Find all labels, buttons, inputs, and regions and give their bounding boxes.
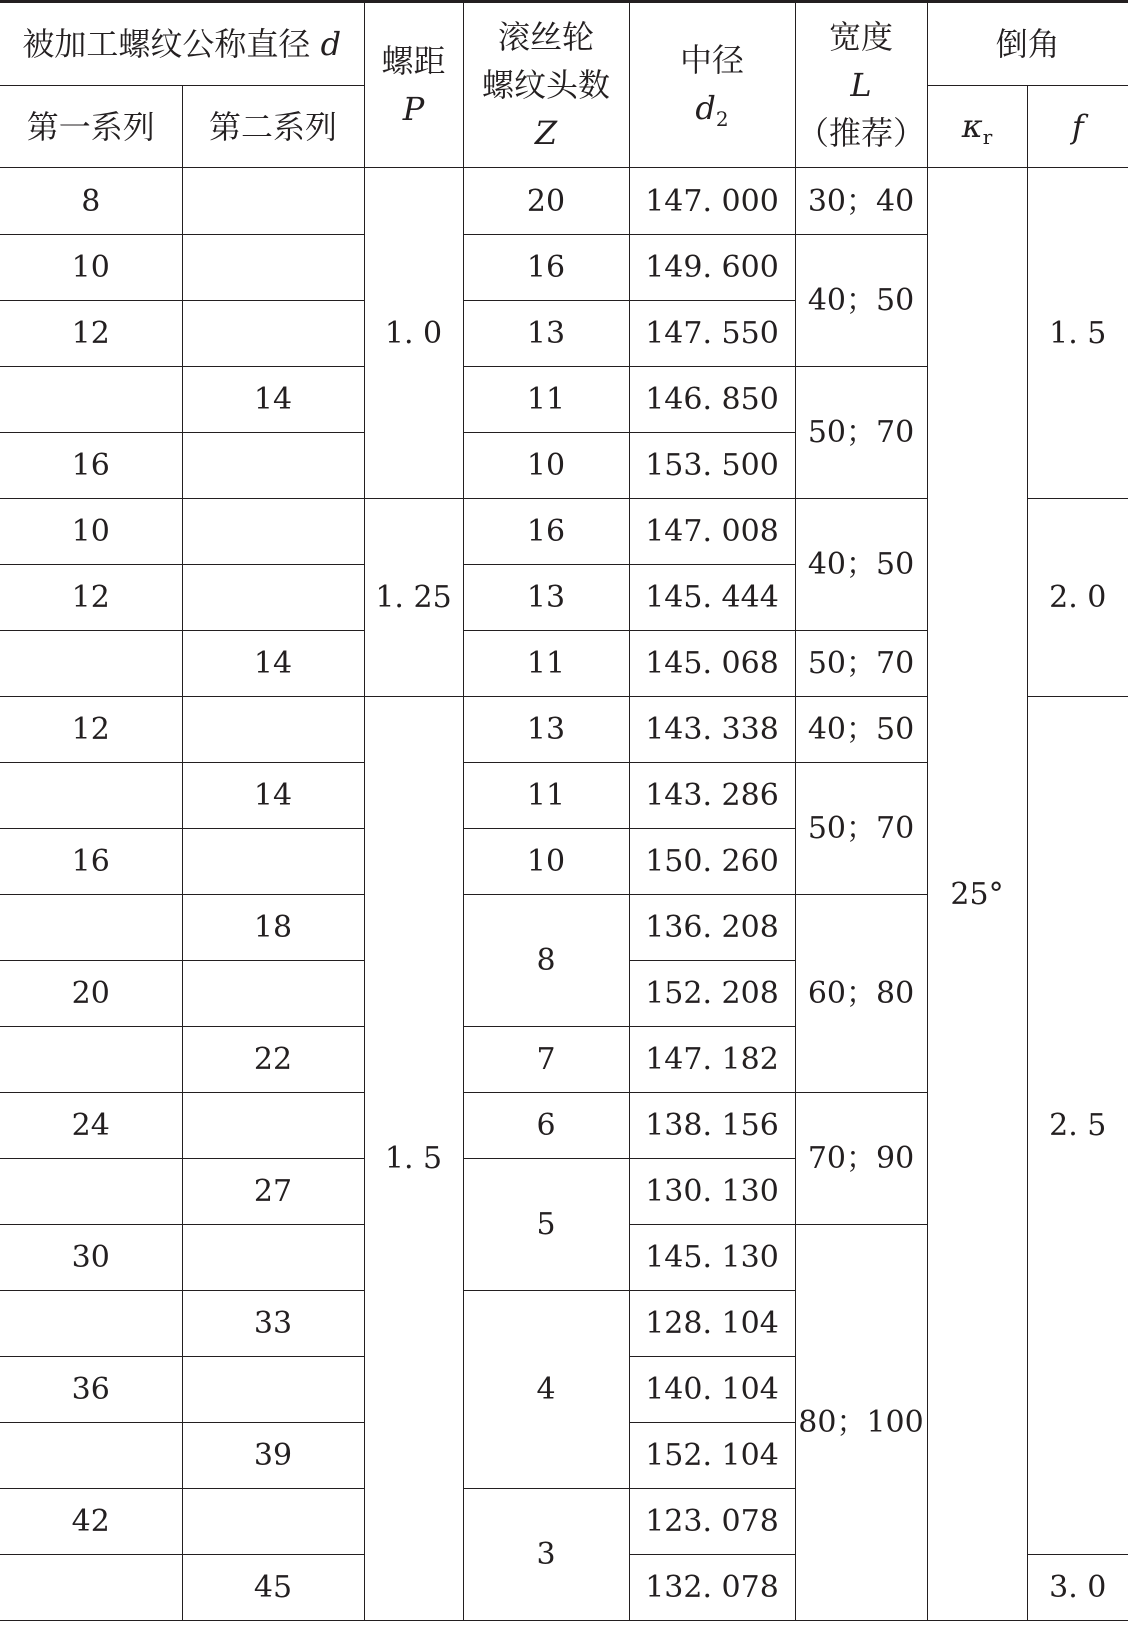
width-cell: 80；100 [795,1225,927,1621]
series2-cell [182,961,364,1027]
series2-cell [182,697,364,763]
series1-cell [0,895,182,961]
header-series2: 第二系列 [182,86,364,168]
starts-cell: 7 [463,1027,629,1093]
header-f: f [1027,86,1128,168]
starts-cell: 5 [463,1159,629,1291]
series2-cell [182,168,364,235]
f-cell: 1. 5 [1027,168,1128,499]
starts-cell: 11 [463,367,629,433]
series1-cell [0,1555,182,1621]
series1-cell: 30 [0,1225,182,1291]
starts-cell: 4 [463,1291,629,1489]
header-nominal-diameter: 被加工螺纹公称直径 d [0,2,364,86]
starts-cell: 11 [463,763,629,829]
header-kappa: $\kappa_r$ [927,86,1027,168]
starts-cell: 16 [463,235,629,301]
series1-cell [0,367,182,433]
width-cell: 30；40 [795,168,927,235]
starts-cell: 20 [463,168,629,235]
series2-cell: 33 [182,1291,364,1357]
pitch-diameter-cell: 123. 078 [629,1489,795,1555]
pitch-diameter-cell: 143. 338 [629,697,795,763]
series2-cell [182,1357,364,1423]
series2-cell: 45 [182,1555,364,1621]
series1-cell: 42 [0,1489,182,1555]
pitch-diameter-cell: 145. 444 [629,565,795,631]
series2-cell [182,565,364,631]
width-cell: 50；70 [795,631,927,697]
series1-cell: 20 [0,961,182,1027]
series2-cell: 27 [182,1159,364,1225]
series2-cell [182,301,364,367]
f-cell: 3. 0 [1027,1555,1128,1621]
series1-cell [0,1159,182,1225]
series1-cell: 12 [0,301,182,367]
series1-cell [0,1027,182,1093]
series1-cell: 12 [0,697,182,763]
pitch-diameter-cell: 140. 104 [629,1357,795,1423]
series1-cell [0,1291,182,1357]
series2-cell: 14 [182,631,364,697]
series2-cell [182,1093,364,1159]
pitch-diameter-cell: 147. 008 [629,499,795,565]
pitch-diameter-cell: 150. 260 [629,829,795,895]
series1-cell: 36 [0,1357,182,1423]
width-cell: 40；50 [795,235,927,367]
pitch-cell: 1. 0 [364,168,463,499]
pitch-diameter-cell: 138. 156 [629,1093,795,1159]
pitch-diameter-cell: 132. 078 [629,1555,795,1621]
pitch-diameter-cell: 143. 286 [629,763,795,829]
pitch-diameter-cell: 152. 208 [629,961,795,1027]
pitch-diameter-cell: 130. 130 [629,1159,795,1225]
width-cell: 70；90 [795,1093,927,1225]
pitch-diameter-cell: 152. 104 [629,1423,795,1489]
width-cell: 40；50 [795,499,927,631]
kappa-cell: 25° [927,168,1027,1621]
pitch-diameter-cell: 147. 182 [629,1027,795,1093]
pitch-diameter-cell: 145. 130 [629,1225,795,1291]
starts-cell: 16 [463,499,629,565]
f-cell: 2. 0 [1027,499,1128,697]
width-cell: 60；80 [795,895,927,1093]
series2-cell [182,1489,364,1555]
pitch-diameter-cell: 146. 850 [629,367,795,433]
header-chamfer: 倒角 [927,2,1128,86]
pitch-cell: 1. 25 [364,499,463,697]
width-cell: 50；70 [795,763,927,895]
starts-cell: 13 [463,301,629,367]
series1-cell [0,631,182,697]
series2-cell [182,1225,364,1291]
pitch-diameter-cell: 147. 000 [629,168,795,235]
series1-cell: 16 [0,433,182,499]
pitch-cell: 1. 5 [364,697,463,1621]
pitch-diameter-cell: 147. 550 [629,301,795,367]
series1-cell: 10 [0,235,182,301]
starts-cell: 3 [463,1489,629,1621]
pitch-diameter-cell: 145. 068 [629,631,795,697]
starts-cell: 8 [463,895,629,1027]
starts-cell: 6 [463,1093,629,1159]
series1-cell: 10 [0,499,182,565]
pitch-diameter-cell: 149. 600 [629,235,795,301]
header-series1: 第一系列 [0,86,182,168]
series1-cell [0,1423,182,1489]
series2-cell: 14 [182,367,364,433]
series1-cell: 8 [0,168,182,235]
pitch-diameter-cell: 136. 208 [629,895,795,961]
series2-cell: 18 [182,895,364,961]
series2-cell: 22 [182,1027,364,1093]
series1-cell: 12 [0,565,182,631]
pitch-diameter-cell: 153. 500 [629,433,795,499]
series2-cell [182,235,364,301]
f-cell: 2. 5 [1027,697,1128,1555]
series1-cell [0,763,182,829]
header-pitch-diameter: 中径 $d_2$ [629,2,795,168]
starts-cell: 13 [463,565,629,631]
series2-cell: 14 [182,763,364,829]
series2-cell [182,829,364,895]
series2-cell [182,433,364,499]
starts-cell: 10 [463,433,629,499]
pitch-diameter-cell: 128. 104 [629,1291,795,1357]
series1-cell: 24 [0,1093,182,1159]
starts-cell: 10 [463,829,629,895]
series1-cell: 16 [0,829,182,895]
starts-cell: 11 [463,631,629,697]
series2-cell [182,499,364,565]
width-cell: 50；70 [795,367,927,499]
header-width: 宽度 L （推荐） [795,2,927,168]
width-cell: 40；50 [795,697,927,763]
starts-cell: 13 [463,697,629,763]
header-roller-starts: 滚丝轮 螺纹头数 Z [463,2,629,168]
header-pitch: 螺距 P [364,2,463,168]
series2-cell: 39 [182,1423,364,1489]
